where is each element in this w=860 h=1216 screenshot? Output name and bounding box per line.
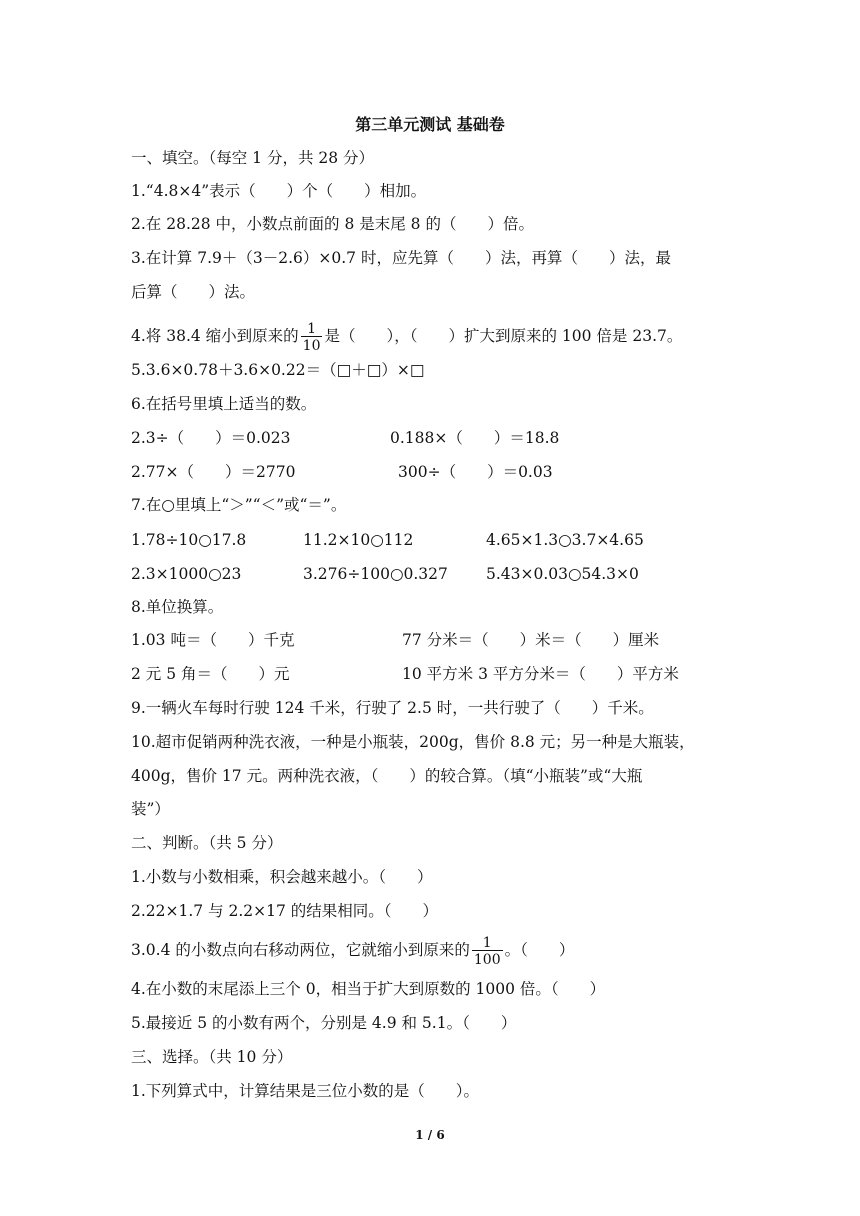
question-1-8-item-a: 1.03 吨＝（ ）千克	[131, 631, 295, 649]
question-1-6-item-b: 0.188×（ ）＝18.8	[390, 429, 560, 447]
fraction-numerator: 1	[482, 934, 492, 951]
question-1-8-item-c: 2 元 5 角＝（ ）元	[131, 665, 290, 683]
question-2-5: 5.最接近 5 的小数有两个，分别是 4.9 和 5.1。（ ）	[131, 1014, 517, 1032]
question-1-7-item-b: 11.2×10○112	[303, 531, 414, 549]
page-title: 第三单元测试 基础卷	[355, 115, 505, 134]
question-2-3	[131, 930, 574, 970]
question-2-4: 4.在小数的末尾添上三个 0，相当于扩大到原数的 1000 倍。（ ）	[131, 980, 606, 998]
question-1-6-item-c: 2.77×（ ）＝2770	[131, 463, 296, 481]
question-1-9: 9.一辆火车每时行驶 124 千米，行驶了 2.5 时，一共行驶了（ ）千米。	[131, 699, 654, 717]
fraction-denominator: 10	[302, 337, 321, 354]
question-1-7: 7.在○里填上“＞”“＜”或“＝”。	[131, 496, 347, 514]
question-1-6-item-a: 2.3÷（ ）＝0.023	[131, 429, 291, 447]
question-1-8-item-b: 77 分米＝（ ）米＝（ ）厘米	[402, 631, 660, 649]
question-1-2: 2.在 28.28 中，小数点前面的 8 是末尾 8 的（ ）倍。	[131, 215, 534, 233]
fraction-denominator: 100	[473, 951, 501, 968]
question-2-2: 2.22×1.7 与 2.2×17 的结果相同。（ ）	[131, 902, 439, 920]
question-3-1: 1.下列算式中，计算结果是三位小数的是（ ）。	[131, 1082, 480, 1100]
fraction-one-tenth	[301, 322, 323, 353]
question-1-4-suffix: 是（ ），（ ）扩大到原来的 100 倍是 23.7。	[324, 327, 683, 345]
question-1-10-line2: 400g，售价 17 元。两种洗衣液，（ ）的较合算。（填“小瓶装”或“大瓶	[131, 767, 643, 785]
question-1-7-item-f: 5.43×0.03○54.3×0	[486, 565, 639, 583]
question-1-10-line1: 10.超市促销两种洗衣液，一种是小瓶装，200g，售价 8.8 元；另一种是大瓶装，	[131, 733, 695, 751]
question-1-5: 5.3.6×0.78＋3.6×0.22＝（□＋□）×□	[131, 361, 425, 379]
fraction-numerator: 1	[307, 320, 317, 337]
question-2-3-prefix: 3.0.4 的小数点向右移动两位，它就缩小到原来的	[131, 941, 470, 959]
section-heading-choice: 三、选择。（共 10 分）	[131, 1048, 293, 1066]
question-1-7-item-e: 3.276÷100○0.327	[303, 565, 448, 583]
question-1-6-item-d: 300÷（ ）＝0.03	[398, 463, 553, 481]
page-number: 1 / 6	[415, 1128, 445, 1142]
section-heading-fill-blank: 一、填空。（每空 1 分，共 28 分）	[131, 149, 375, 167]
question-1-4-prefix: 4.将 38.4 缩小到原来的	[131, 327, 299, 345]
question-1-7-item-c: 4.65×1.3○3.7×4.65	[486, 531, 644, 549]
question-1-8-item-d: 10 平方米 3 平方分米＝（ ）平方米	[402, 665, 679, 683]
question-1-8: 8.单位换算。	[131, 598, 224, 616]
section-heading-judgement: 二、判断。（共 5 分）	[131, 834, 283, 852]
question-1-10-line3: 装”）	[131, 800, 170, 818]
question-1-3-line1: 3.在计算 7.9＋（3－2.6）×0.7 时，应先算（ ）法，再算（ ）法，最	[131, 249, 671, 267]
fraction-one-hundredth	[472, 936, 503, 967]
question-2-3-suffix: 。（ ）	[504, 941, 575, 959]
question-2-1: 1.小数与小数相乘，积会越来越小。（ ）	[131, 868, 433, 886]
question-1-7-item-d: 2.3×1000○23	[131, 565, 242, 583]
question-1-7-item-a: 1.78÷10○17.8	[131, 531, 247, 549]
question-1-6: 6.在括号里填上适当的数。	[131, 395, 317, 413]
question-1-3-line2: 后算（ ）法。	[131, 283, 256, 301]
question-1-4	[131, 318, 682, 354]
question-1-1: 1.“4.8×4”表示（ ）个（ ）相加。	[131, 182, 427, 200]
